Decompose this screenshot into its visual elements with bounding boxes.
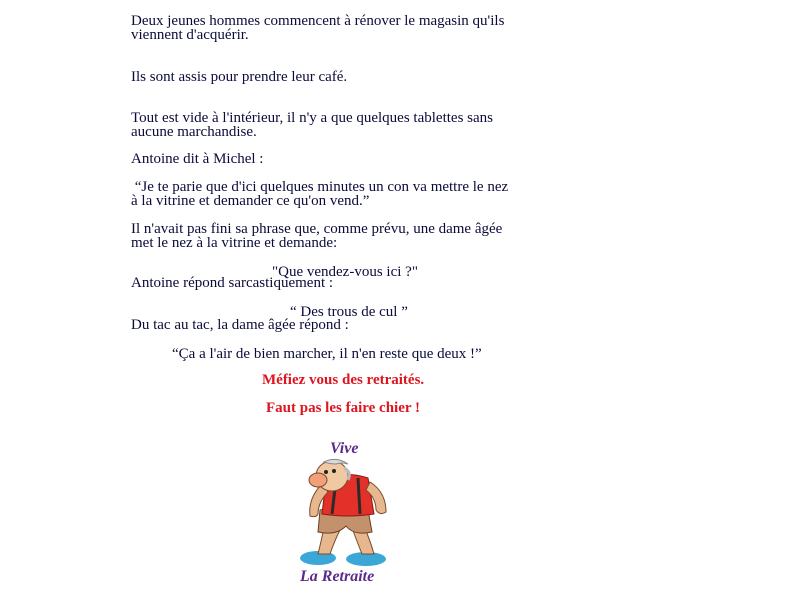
paragraph-line: met le nez à la vitrine et demande: xyxy=(131,235,338,251)
paragraph-line: Antoine dit à Michel : xyxy=(131,151,264,167)
paragraph-line: viennent d'acquérir. xyxy=(131,27,249,43)
paragraph-line: Ils sont assis pour prendre leur café. xyxy=(131,69,348,85)
paragraph-line: Antoine répond sarcastiquement : xyxy=(131,275,334,291)
paragraph-line: aucune marchandise. xyxy=(131,124,257,140)
paragraph-line: à la vitrine et demander ce qu'on vend.” xyxy=(131,193,370,209)
paragraph-line: Deux jeunes hommes commencent à rénover le magasin qu'ils xyxy=(131,13,505,29)
moral-line: Faut pas les faire chier ! xyxy=(266,400,421,416)
paragraph-line: “Je te parie que d'ici quelques minutes un con va mettre le nez xyxy=(131,179,509,195)
quoted-punchline: “Ça a l'air de bien marcher, il n'en reste que deux !” xyxy=(172,346,482,362)
paragraph-line: Tout est vide à l'intérieur, il n'y a que quelques tablettes sans xyxy=(131,110,493,126)
quoted-reply: “ Des trous de cul ” xyxy=(290,304,408,320)
moral-line: Méfiez vous des retraités. xyxy=(262,372,425,388)
paragraph-line: Il n'avait pas fini sa phrase que, comme prévu, une dame âgée xyxy=(131,221,503,237)
clipart-top-text: Vive xyxy=(330,440,359,457)
paragraph-line: Du tac au tac, la dame âgée répond : xyxy=(131,317,349,333)
clipart-bottom-text: La Retraite xyxy=(300,568,375,585)
old-man-cartoon-icon xyxy=(296,458,406,570)
quoted-question: "Que vendez-vous ici ?" xyxy=(272,264,418,280)
